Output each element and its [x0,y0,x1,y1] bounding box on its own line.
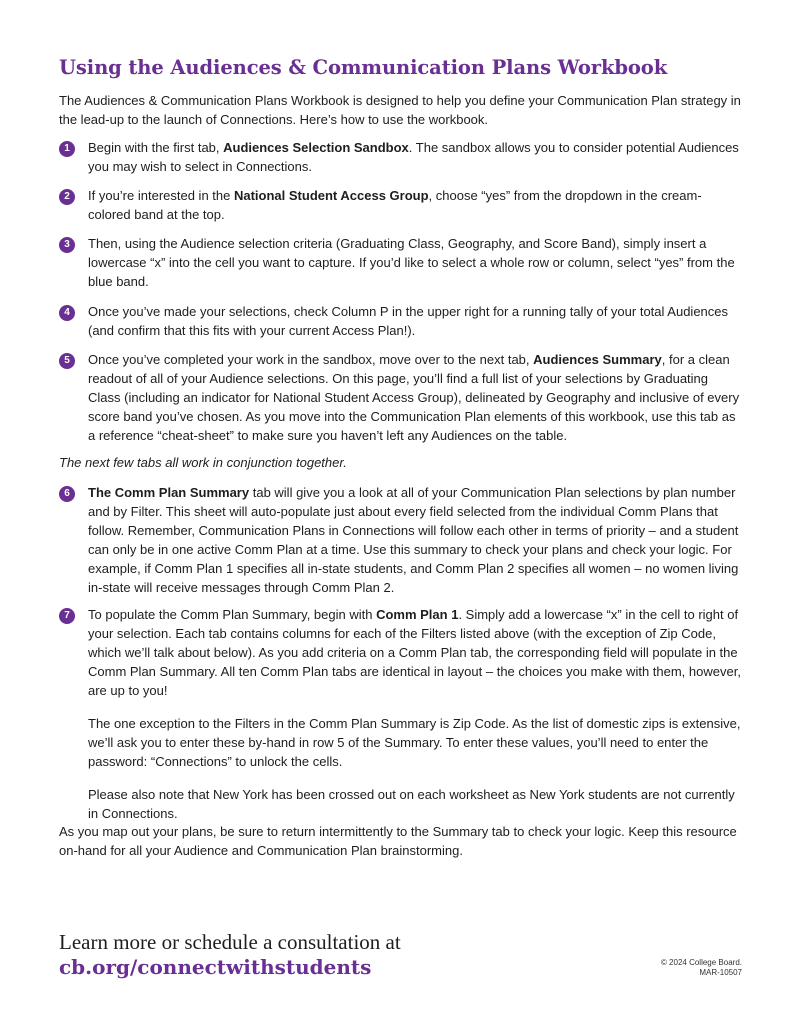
footer-lead-text: Learn more or schedule a consultation at [59,930,401,954]
footer-url-link[interactable]: cb.org/connectwithstudents [59,955,372,979]
step-text: The Comm Plan Summary tab will give you a look at all of your Communication Plan selections by plan number and by Filter. This sheet will auto-populate just about every field selected from the individual Comm Plans that follow. Remember, Communication Plans in Connections will follow each other in terms of priority – and a student can only be in one active Comm Plan at a time. Use this summary to check your plans and check your logic. For example, if Comm Plan 1 specifies all in-state students, and Comm Plan 2 specifies all women – no women living in-state will receive messages through Comm Plan 2. [88,485,739,595]
step-emphasis: Audiences Summary [533,352,662,367]
step-text [88,605,743,823]
step-7-paragraph-3: Please also note that New York has been crossed out on each worksheet as New York students are not currently in Connections. [88,787,735,821]
step-emphasis: Comm Plan 1 [376,607,459,622]
step-text: Once you’ve made your selections, check Column P in the upper right for a running tally of your total Audiences (and confirm that this fits with your current Access Plan!). [88,304,729,338]
step-text: Then, using the Audience selection criteria (Graduating Class, Geography, and Score Band), simply insert a lowercase “x” into the cell you want to capture. If you’d like to select a whole row or column, select “yes” from the blue band. [88,236,735,289]
step-emphasis: National Student Access Group [233,188,429,203]
conjunction-note: The next few tabs all work in conjunction together. [59,455,347,470]
copyright-text: © 2024 College Board. [660,958,742,967]
intro-paragraph: The Audiences & Communication Plans Workbook is designed to help you define your Communication Plan strategy in the lead-up to the launch of Connections. Here’s how to use the workbook. [59,93,741,127]
step-1 [59,138,743,176]
step-text: Once you’ve completed your work in the sandbox, move over to the next tab, Audiences Summary, for a clean readout of all of your Audience selections. On this page, you’ll find a full list of your selections by Graduating Class (including an indicator for National Student Access Group), delineated by Geography and inclusive of every score band you’ve chosen. As you move into the Communication Plan elements of this workbook, use this tab as a reference “cheat-sheet” to make sure you haven’t left any Audiences on the table. [88,352,740,443]
step-number-badge: 5 [59,353,75,369]
step-3 [59,234,743,291]
step-number-badge: 1 [59,141,75,157]
document-code: MAR-10507 [699,968,742,977]
page-title: Using the Audiences & Communication Plans Workbook [59,56,668,79]
step-emphasis: Audiences Selection Sandbox [223,140,409,155]
step-6 [59,483,743,597]
closing-paragraph: As you map out your plans, be sure to return intermittently to the Summary tab to check your logic. Keep this resource on-hand for all your Audience and Communication Plan brainstorming. [59,824,737,858]
step-4 [59,302,743,340]
step-number-badge: 2 [59,189,75,205]
step-7 [59,605,743,837]
step-number-badge: 6 [59,486,75,502]
step-number-badge: 7 [59,608,75,624]
step-text: Begin with the first tab, Audiences Selection Sandbox. The sandbox allows you to consider potential Audiences you may wish to select in Connections. [88,140,739,174]
copyright-block [661,958,742,978]
step-number-badge: 4 [59,305,75,321]
step-7-paragraph-1: To populate the Comm Plan Summary, begin with Comm Plan 1. Simply add a lowercase “x” in the cell to right of your selection. Each tab contains columns for each of the Filters listed above (with the exception of Zip Code, which we’ll talk about below). As you add criteria on a Comm Plan tab, the corresponding field will populate in the Comm Plan Summary. All ten Comm Plan tabs are identical in layout – the choices you make with them, however, are up to you! [88,607,741,698]
step-7-paragraph-2: The one exception to the Filters in the Comm Plan Summary is Zip Code. As the list of domestic zips is extensive, we’ll ask you to enter these by-hand in row 5 of the Summary. To enter these values, you’ll need to enter the password: “Connections” to unlock the cells. [88,716,741,769]
step-number-badge: 3 [59,237,75,253]
step-emphasis: The Comm Plan Summary [88,485,250,500]
step-2 [59,186,743,224]
step-5 [59,350,743,445]
step-text: If you’re interested in the National Student Access Group, choose “yes” from the dropdown in the cream-colored band at the top. [88,188,702,222]
